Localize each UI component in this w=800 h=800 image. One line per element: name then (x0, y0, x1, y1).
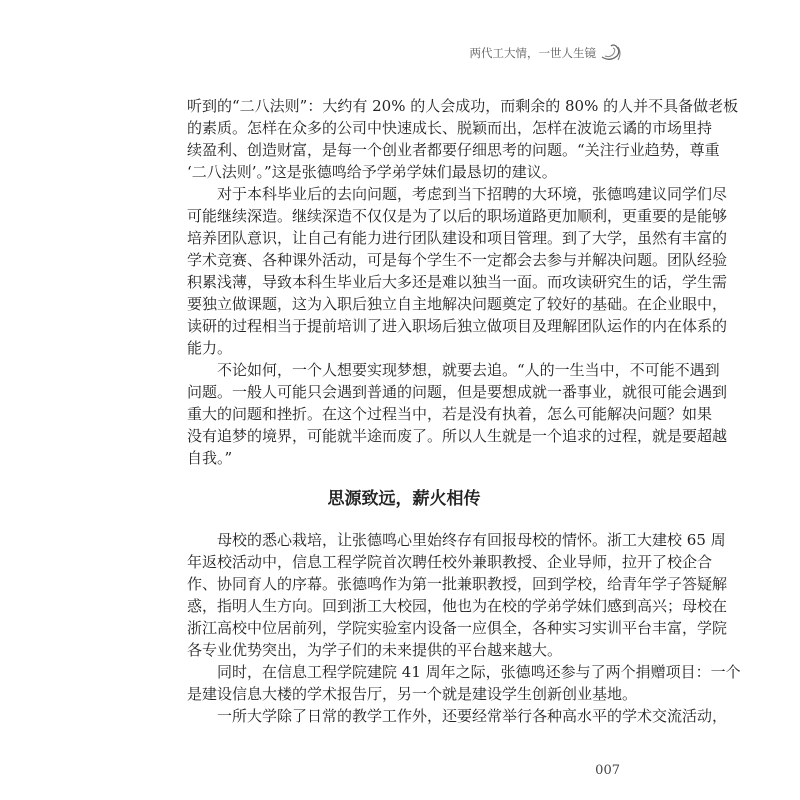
text-line: 续盈利、创造财富，是每一个创业者都要仔细思考的问题。“关注行业趋势，尊重 (187, 141, 720, 159)
swirl-icon (600, 43, 622, 63)
section-heading: 思源致远，薪火相传 (327, 489, 481, 509)
text-line: 对于本科毕业后的去向问题，考虑到当下招聘的大环境，张德鸣建议同学们尽 (217, 185, 728, 203)
text-line: 问题。一般人可能只会遇到普通的问题，但是要想成就一番事业，就很可能会遇到 (187, 383, 728, 401)
text-line: 是建设信息大楼的学术报告厅，另一个就是建设学生创新创业基地。 (187, 685, 638, 703)
text-line: 能力。 (187, 339, 233, 357)
text-line: 重大的问题和挫折。在这个过程当中，若是没有执着，怎么可能解决问题？如果 (187, 405, 713, 423)
page-number: 007 (595, 763, 620, 778)
text-line: 各专业优势突出，为学子们的未来提供的平台越来越大。 (187, 641, 563, 659)
text-line: 作、协同育人的序幕。张德鸣作为第一批兼职教授，回到学校，给青年学子答疑解 (187, 575, 728, 593)
text-line: 母校的悉心栽培，让张德鸣心里始终存有回报母校的情怀。浙工大建校 65 周 (217, 531, 726, 549)
text-line: 培养团队意识，让自己有能力进行团队建设和项目管理。到了大学，虽然有丰富的 (187, 229, 728, 247)
text-line: ‘二八法则’。”这是张德鸣给予学弟学妹们最恳切的建议。 (187, 163, 557, 181)
paragraph (187, 359, 728, 469)
text-line: 听到的“二八法则”：大约有 20% 的人会成功，而剩余的 80% 的人并不具备做老板 (187, 97, 739, 115)
paragraph (187, 529, 728, 661)
text-line: 要独立做课题，这为入职后独立自主地解决问题奠定了较好的基础。在企业眼中， (187, 295, 728, 313)
paragraph (187, 183, 728, 359)
text-line: 可能继续深造。继续深造不仅仅是为了以后的职场道路更加顺利，更重要的是能够 (187, 207, 728, 225)
paragraph (187, 95, 739, 183)
paragraph (187, 661, 741, 705)
text-line: 没有追梦的境界，可能就半途而废了。所以人生就是一个追求的过程，就是要超越 (187, 427, 728, 445)
text-line: 年返校活动中，信息工程学院首次聘任校外兼职教授、企业导师，拉开了校企合 (187, 553, 713, 571)
text-line: 积累浅薄，导致本科生毕业后大多还是难以独当一面。而攻读研究生的话，学生需 (187, 273, 728, 291)
text-line: 浙江高校中位居前列，学院实验室内设备一应俱全，各种实习实训平台丰富，学院 (187, 619, 728, 637)
text-line: 惑，指明人生方向。回到浙工大校园，他也为在校的学弟学妹们感到高兴；母校在 (187, 597, 728, 615)
text-line: 不论如何，一个人想要实现梦想，就要去追。“人的一生当中，不可能不遇到 (217, 361, 720, 379)
running-title: 两代工大情，一世人生镜 (469, 46, 596, 60)
text-line: 一所大学除了日常的教学工作外，还要经常举行各种高水平的学术交流活动， (217, 707, 728, 725)
text-line: 读研的过程相当于提前培训了进入职场后独立做项目及理解团队运作的内在体系的 (187, 317, 728, 335)
paragraph (187, 705, 728, 727)
body-text (187, 95, 741, 727)
text-line: 自我。” (187, 449, 233, 467)
text-line: 的素质。怎样在众多的公司中快速成长、脱颖而出，怎样在波诡云谲的市场里持 (187, 119, 713, 137)
text-line: 学术竞赛、各种课外活动，可是每个学生不一定都会去参与并解决问题。团队经验 (187, 251, 728, 269)
running-header (470, 43, 623, 63)
text-line: 同时，在信息工程学院建院 41 周年之际，张德鸣还参与了两个捐赠项目：一个 (217, 663, 741, 681)
